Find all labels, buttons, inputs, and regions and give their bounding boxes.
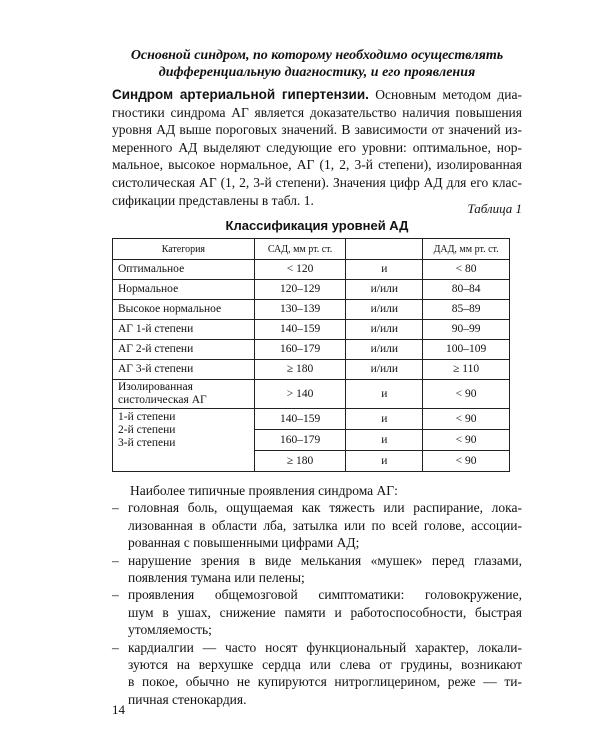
list-line: пичная стенокардия. bbox=[128, 691, 247, 707]
table-row bbox=[113, 320, 510, 340]
cell-operator: и/или bbox=[346, 320, 423, 340]
list-intro: Наиболее типичные проявления синдрома АГ: bbox=[130, 483, 398, 498]
cell-dad: < 90 bbox=[423, 380, 510, 409]
paragraph-line: меренного АД выделяют следующие его уровни: оптимальное, нор- bbox=[112, 139, 522, 155]
table-title: Классификация уровней АД bbox=[225, 218, 409, 233]
cell-sad: < 120 bbox=[254, 260, 346, 280]
table-header-row bbox=[113, 239, 510, 260]
cell-category: Нормальное bbox=[113, 280, 255, 300]
cell-category-group bbox=[113, 409, 255, 472]
heading-line: дифференциальную диагностику, и его проявления bbox=[158, 65, 476, 80]
cell-sad: 140–159 bbox=[254, 320, 346, 340]
list-line: появления тумана или пелены; bbox=[128, 570, 305, 586]
header-dad: ДАД, мм рт. ст. bbox=[423, 239, 510, 260]
cell-dad: < 90 bbox=[423, 451, 510, 472]
page-number: 14 bbox=[112, 702, 125, 717]
paragraph-line: мальное, высокое нормальное, АГ (1, 2, 3-й степени), изолированная bbox=[112, 157, 522, 173]
list-line: утомляемость; bbox=[128, 622, 212, 638]
table-row bbox=[113, 280, 510, 300]
cell-dad: 90–99 bbox=[423, 320, 510, 340]
symptoms-list bbox=[112, 482, 522, 708]
list-line: кардиалгии — часто носят функциональный характер, локали- bbox=[128, 639, 522, 655]
cell-dad: 80–84 bbox=[423, 280, 510, 300]
list-line: рованная с повышенными цифрами АД; bbox=[128, 535, 360, 551]
cell-operator: и/или bbox=[346, 300, 423, 320]
cell-sad: ≥ 180 bbox=[254, 360, 346, 380]
cell-operator: и bbox=[346, 260, 423, 280]
category-line: 2-й степени bbox=[118, 424, 176, 436]
cell-sad: 130–139 bbox=[254, 300, 346, 320]
list-item bbox=[112, 586, 522, 638]
list-line: проявления общемозговой симптоматики: головокружение, bbox=[128, 587, 522, 603]
list-line: нарушение зрения в виде мелькания «мушек» перед глазами, bbox=[128, 552, 522, 568]
section-heading bbox=[112, 47, 522, 81]
cell-operator: и bbox=[346, 380, 423, 409]
cell-category bbox=[113, 380, 255, 409]
cell-dad: < 90 bbox=[423, 430, 510, 451]
list-line: шум в ушах, снижение памяти и работоспособности, быстрая bbox=[128, 604, 522, 620]
list-dash: – bbox=[112, 552, 119, 568]
list-item bbox=[112, 552, 522, 587]
cell-sad: ≥ 180 bbox=[254, 451, 346, 472]
table-row bbox=[113, 380, 510, 409]
classification-table bbox=[112, 238, 510, 472]
cell-category: АГ 3-й степени bbox=[113, 360, 255, 380]
cell-dad: < 80 bbox=[423, 260, 510, 280]
cell-operator: и/или bbox=[346, 280, 423, 300]
cell-operator: и bbox=[346, 409, 423, 430]
table-row bbox=[113, 409, 510, 430]
paragraph-line: уровня АД выше пороговых значений. В зависимости от значений из- bbox=[112, 122, 522, 138]
cell-sad: 140–159 bbox=[254, 409, 346, 430]
header-operator bbox=[346, 239, 423, 260]
cell-dad: 85–89 bbox=[423, 300, 510, 320]
category-line: систолическая АГ bbox=[118, 394, 207, 406]
cell-category: Высокое нормальное bbox=[113, 300, 255, 320]
table-number: Таблица 1 bbox=[467, 201, 522, 216]
cell-sad: 160–179 bbox=[254, 340, 346, 360]
table-row bbox=[113, 360, 510, 380]
heading-line: Основной синдром, по которому необходимо осуществлять bbox=[130, 48, 504, 63]
cell-operator: и bbox=[346, 451, 423, 472]
cell-category: АГ 2-й степени bbox=[113, 340, 255, 360]
cell-operator: и bbox=[346, 430, 423, 451]
table-row bbox=[113, 300, 510, 320]
cell-sad: 120–129 bbox=[254, 280, 346, 300]
list-line: в покое, обычно не купируются нитроглицерином, реже — ти- bbox=[128, 674, 522, 690]
paragraph-lead: Синдром артериальной гипертензии. bbox=[112, 87, 369, 102]
list-line: зуются на верхушке сердца или слева от грудины, возникают bbox=[128, 657, 522, 673]
paragraph-line: систолическая АГ (1, 2, 3-й степени). Значения цифр АД для его клас- bbox=[112, 174, 522, 190]
cell-dad: ≥ 110 bbox=[423, 360, 510, 380]
list-item bbox=[112, 499, 522, 551]
cell-sad: > 140 bbox=[254, 380, 346, 409]
cell-operator: и/или bbox=[346, 340, 423, 360]
paragraph-line bbox=[112, 86, 522, 104]
cell-category: Оптимальное bbox=[113, 260, 255, 280]
cell-dad: < 90 bbox=[423, 409, 510, 430]
list-dash: – bbox=[112, 639, 119, 655]
cell-dad: 100–109 bbox=[423, 340, 510, 360]
cell-sad: 160–179 bbox=[254, 430, 346, 451]
list-dash: – bbox=[112, 500, 119, 516]
paragraph-line: сификации представлены в табл. 1. bbox=[112, 192, 314, 208]
cell-operator: и/или bbox=[346, 360, 423, 380]
table-row bbox=[113, 260, 510, 280]
paragraph-text: Основным методом диа- bbox=[375, 87, 523, 102]
category-line: Изолированная bbox=[118, 381, 193, 393]
list-dash: – bbox=[112, 587, 119, 603]
category-line: 3-й степени bbox=[118, 437, 176, 449]
intro-paragraph bbox=[112, 86, 522, 209]
table-row bbox=[113, 340, 510, 360]
header-sad: САД, мм рт. ст. bbox=[254, 239, 346, 260]
category-line: 1-й степени bbox=[118, 411, 176, 423]
list-line: лизованная в области лба, затылка или по всей голове, ассоции- bbox=[128, 517, 522, 533]
list-item bbox=[112, 639, 522, 709]
header-category: Категория bbox=[113, 239, 255, 260]
paragraph-line: гностики синдрома АГ является доказательство наличия повышения bbox=[112, 104, 522, 120]
cell-category: АГ 1-й степени bbox=[113, 320, 255, 340]
list-line: головная боль, ощущаемая как тяжесть или распирание, лока- bbox=[128, 500, 522, 516]
